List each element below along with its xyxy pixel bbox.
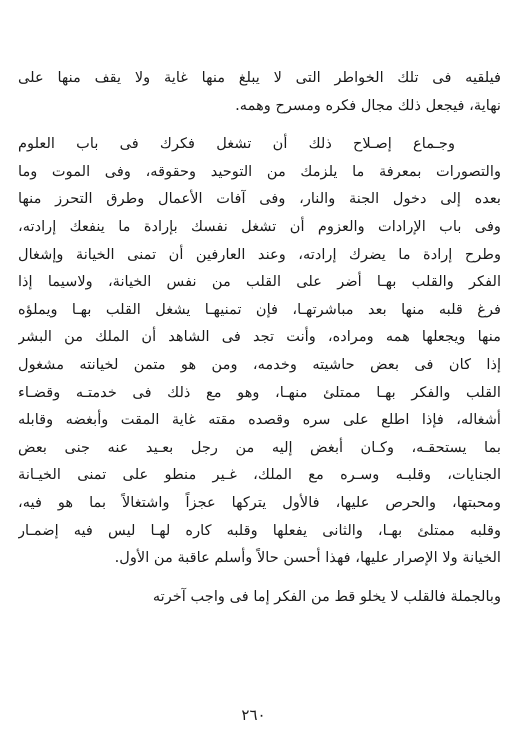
text-line: فرغ قلبه منها بعد مباشرتهـا، فإن تمنيهـا يشغل القلب بهـا ويملؤه (18, 300, 501, 318)
text-line: وجـماع إصـلاح ذلك أن تشغل فكرك فى باب العلوم (18, 135, 455, 153)
text-line: الفكر والقلب بهـا أضر على القلب من نفس الخيانة، ولاسيما إذا (18, 273, 501, 291)
text-line: فيلقيه فى تلك الخواطر التى لا يبلغ منها غاية ولا يقف منها على (18, 69, 501, 86)
text-line: إذا كان فى بعض حاشيته وخدمه، ومن هو متمن لخيانته مشغول (18, 355, 501, 373)
text-line: وفى باب الإرادات والعزوم أن تشغل نفسك بإرادة ما ينفعك إرادته، (18, 217, 501, 235)
page-number: ٢٦٠ (241, 706, 266, 724)
text-line: وقلبه ممتلئ بهـا، والثانى يفعلها وقلبه كاره لهـا ليس فيه إضمـار (18, 521, 501, 539)
paragraph-gap (18, 119, 501, 130)
text-line: بعده إلى دخول الجنة والنار، وفى آفات الأعمال وطرق التحرز منها (18, 190, 501, 208)
body-text (18, 64, 501, 610)
text-line: بما يستحقـه، وكـان أبغض إليه من رجل بعـيد عنه جنى بعض (18, 438, 501, 456)
text-line: الجنايات، وقلبـه وسـره مع الملك، غـير منطو على تمنى الخيـانة (18, 466, 501, 484)
text-line: القلب والفكر بهـا ممتلئ منهـا، وهو مع ذلك فى خدمتـه وقضـاء (18, 383, 501, 401)
text-line: وطرح إرادة ما يضرك إرادته، وعند العارفين أن تمنى الخيانة وإشغال (18, 245, 501, 263)
text-line: الخيانة ولا الإصرار عليها، فهذا أحسن حالاً وأسلم عاقبة من الأول. (114, 549, 501, 567)
text-line: منها ويجعلها همه ومراده، وأنت تجد فى الشاهد أن الملك من البشر (18, 328, 501, 346)
text-line: ومحبتها، والحرص عليها، فالأول يتركها عجزاً واشتغالاً بما هو فيه، (18, 493, 501, 511)
text-line: والتصورات بمعرفة ما يلزمك من التوحيد وحقوقه، وفى الموت وما (18, 162, 501, 180)
text-line: وبالجملة فالقلب لا يخلو قط من الفكر إما فى واجب آخرته (152, 587, 501, 605)
paragraph-gap (18, 572, 501, 583)
text-line: أشغاله، فإذا اطلع على سره وقصده مقته غاية المقت وأبغضه وقابله (18, 411, 501, 429)
text-line: نهاية، فيجعل ذلك مجال فكره ومسرح وهمه. (235, 96, 501, 114)
